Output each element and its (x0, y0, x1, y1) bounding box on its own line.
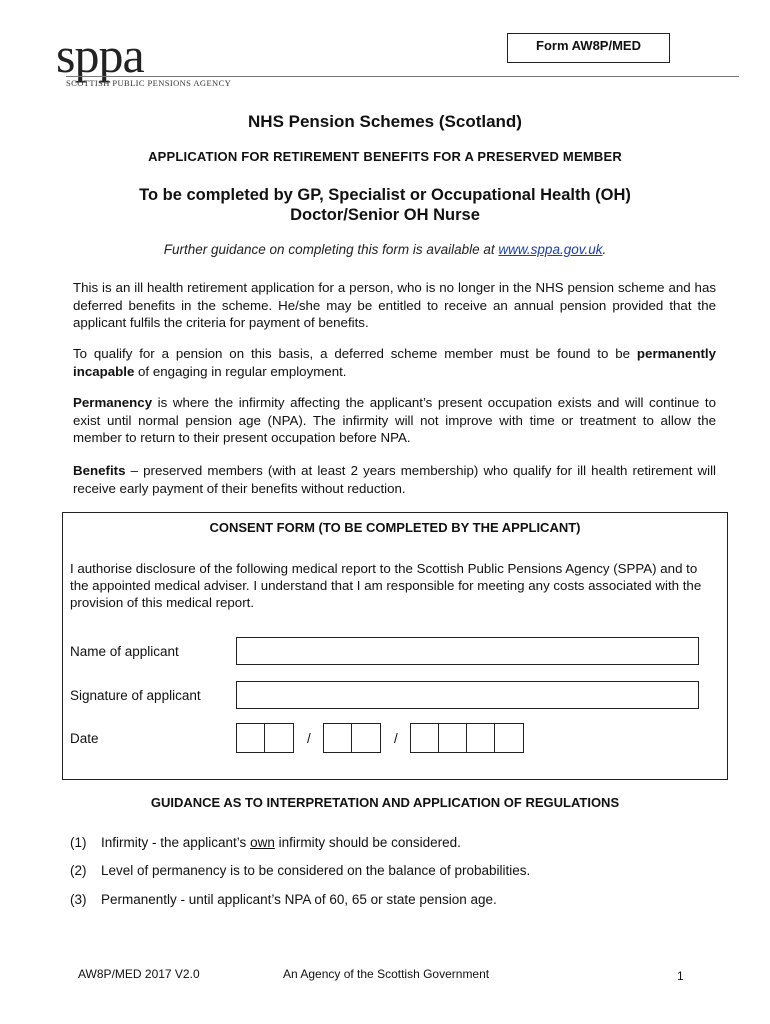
date-month-field[interactable] (323, 723, 381, 753)
guidance-item-infirmity (70, 835, 461, 850)
completion-heading-line1: To be completed by GP, Specialist or Occupational Health (OH) (139, 186, 631, 204)
permanency-paragraph (73, 394, 716, 447)
date-year-digit[interactable] (439, 724, 467, 752)
benefits-text: – preserved members (with at least 2 years membership) who qualify for ill health retirement will receive early payment of their benefits without reduction. (73, 463, 716, 496)
date-label: Date (70, 731, 99, 746)
guidance-item-number: (2) (70, 863, 87, 878)
date-year-digit[interactable] (495, 724, 523, 752)
agency-name: SCOTTISH PUBLIC PENSIONS AGENCY (66, 78, 232, 88)
guidance-item-text: Permanently - until applicant’s NPA of 60, 65 or state pension age. (101, 892, 497, 907)
page-title: NHS Pension Schemes (Scotland) (248, 112, 522, 131)
date-separator: / (394, 731, 398, 746)
sppa-logo: sppa (56, 27, 144, 83)
benefits-paragraph (73, 462, 716, 497)
guidance-item-text: Level of permanency is to be considered on the balance of probabilities. (101, 863, 531, 878)
permanency-term: Permanency (73, 395, 153, 410)
page-subtitle: APPLICATION FOR RETIREMENT BENEFITS FOR A PRESERVED MEMBER (148, 149, 622, 164)
sppa-website-link[interactable]: www.sppa.gov.uk (498, 242, 603, 257)
qualify-text-end: of engaging in regular employment. (134, 363, 347, 379)
form-code-box: Form AW8P/MED (507, 33, 670, 63)
guidance-item-underline: own (250, 835, 275, 850)
applicant-signature-label: Signature of applicant (70, 688, 201, 703)
intro-paragraph: This is an ill health retirement application for a person, who is no longer in the NHS pension scheme and has deferred benefits in the scheme. He/she may be entitled to receive an annual pension provided that the applicant fulfils the criteria for payment of benefits. (73, 280, 716, 330)
footer-agency: An Agency of the Scottish Government (283, 967, 490, 981)
permanency-text: is where the infirmity affecting the applicant’s present occupation exists and will continue to exist until normal pension age (NPA). The infirmity will not improve with time or treatment to allow the member to return to their present occupation before NPA. (73, 395, 716, 445)
benefits-term: Benefits (73, 463, 126, 478)
qualify-paragraph (73, 345, 716, 380)
form-version: AW8P/MED 2017 V2.0 (78, 967, 200, 981)
date-year-digit[interactable] (411, 724, 439, 752)
guidance-note-end: . (602, 242, 607, 257)
applicant-name-field[interactable] (236, 637, 699, 665)
guidance-item-permanently (70, 892, 497, 907)
date-year-digit[interactable] (467, 724, 495, 752)
completion-heading (0, 185, 770, 225)
guidance-note-text: Further guidance on completing this form is available at (163, 242, 499, 257)
guidance-title: GUIDANCE AS TO INTERPRETATION AND APPLICATION OF REGULATIONS (150, 795, 620, 810)
header-rule (66, 76, 739, 77)
guidance-item-permanency (70, 863, 530, 878)
guidance-note (0, 242, 770, 257)
page-number: 1 (677, 969, 684, 983)
applicant-signature-field[interactable] (236, 681, 699, 709)
date-year-field[interactable] (410, 723, 524, 753)
completion-heading-line2: Doctor/Senior OH Nurse (290, 206, 480, 224)
guidance-item-number: (3) (70, 892, 87, 907)
guidance-item-text-end: infirmity should be considered. (274, 835, 461, 850)
consent-statement: I authorise disclosure of the following medical report to the Scottish Public Pensions Agency (SPPA) and to the appointed medical adviser. I understand that I am responsible for meeting any costs associated with the provision of this medical report. (70, 561, 702, 610)
date-separator: / (307, 731, 311, 746)
guidance-item-text: Infirmity - the applicant’s (101, 835, 251, 850)
date-day-digit[interactable] (237, 724, 265, 752)
date-month-digit[interactable] (324, 724, 352, 752)
qualify-text-bold: permanently incapable (73, 346, 716, 379)
consent-form-title: CONSENT FORM (TO BE COMPLETED BY THE APPLICANT) (209, 520, 581, 535)
date-day-digit[interactable] (265, 724, 293, 752)
date-day-field[interactable] (236, 723, 294, 753)
qualify-text-start: To qualify for a pension on this basis, a deferred scheme member must be found to be (73, 346, 637, 361)
guidance-item-number: (1) (70, 835, 87, 850)
applicant-name-label: Name of applicant (70, 644, 179, 659)
date-month-digit[interactable] (352, 724, 380, 752)
consent-form-box (62, 512, 728, 780)
